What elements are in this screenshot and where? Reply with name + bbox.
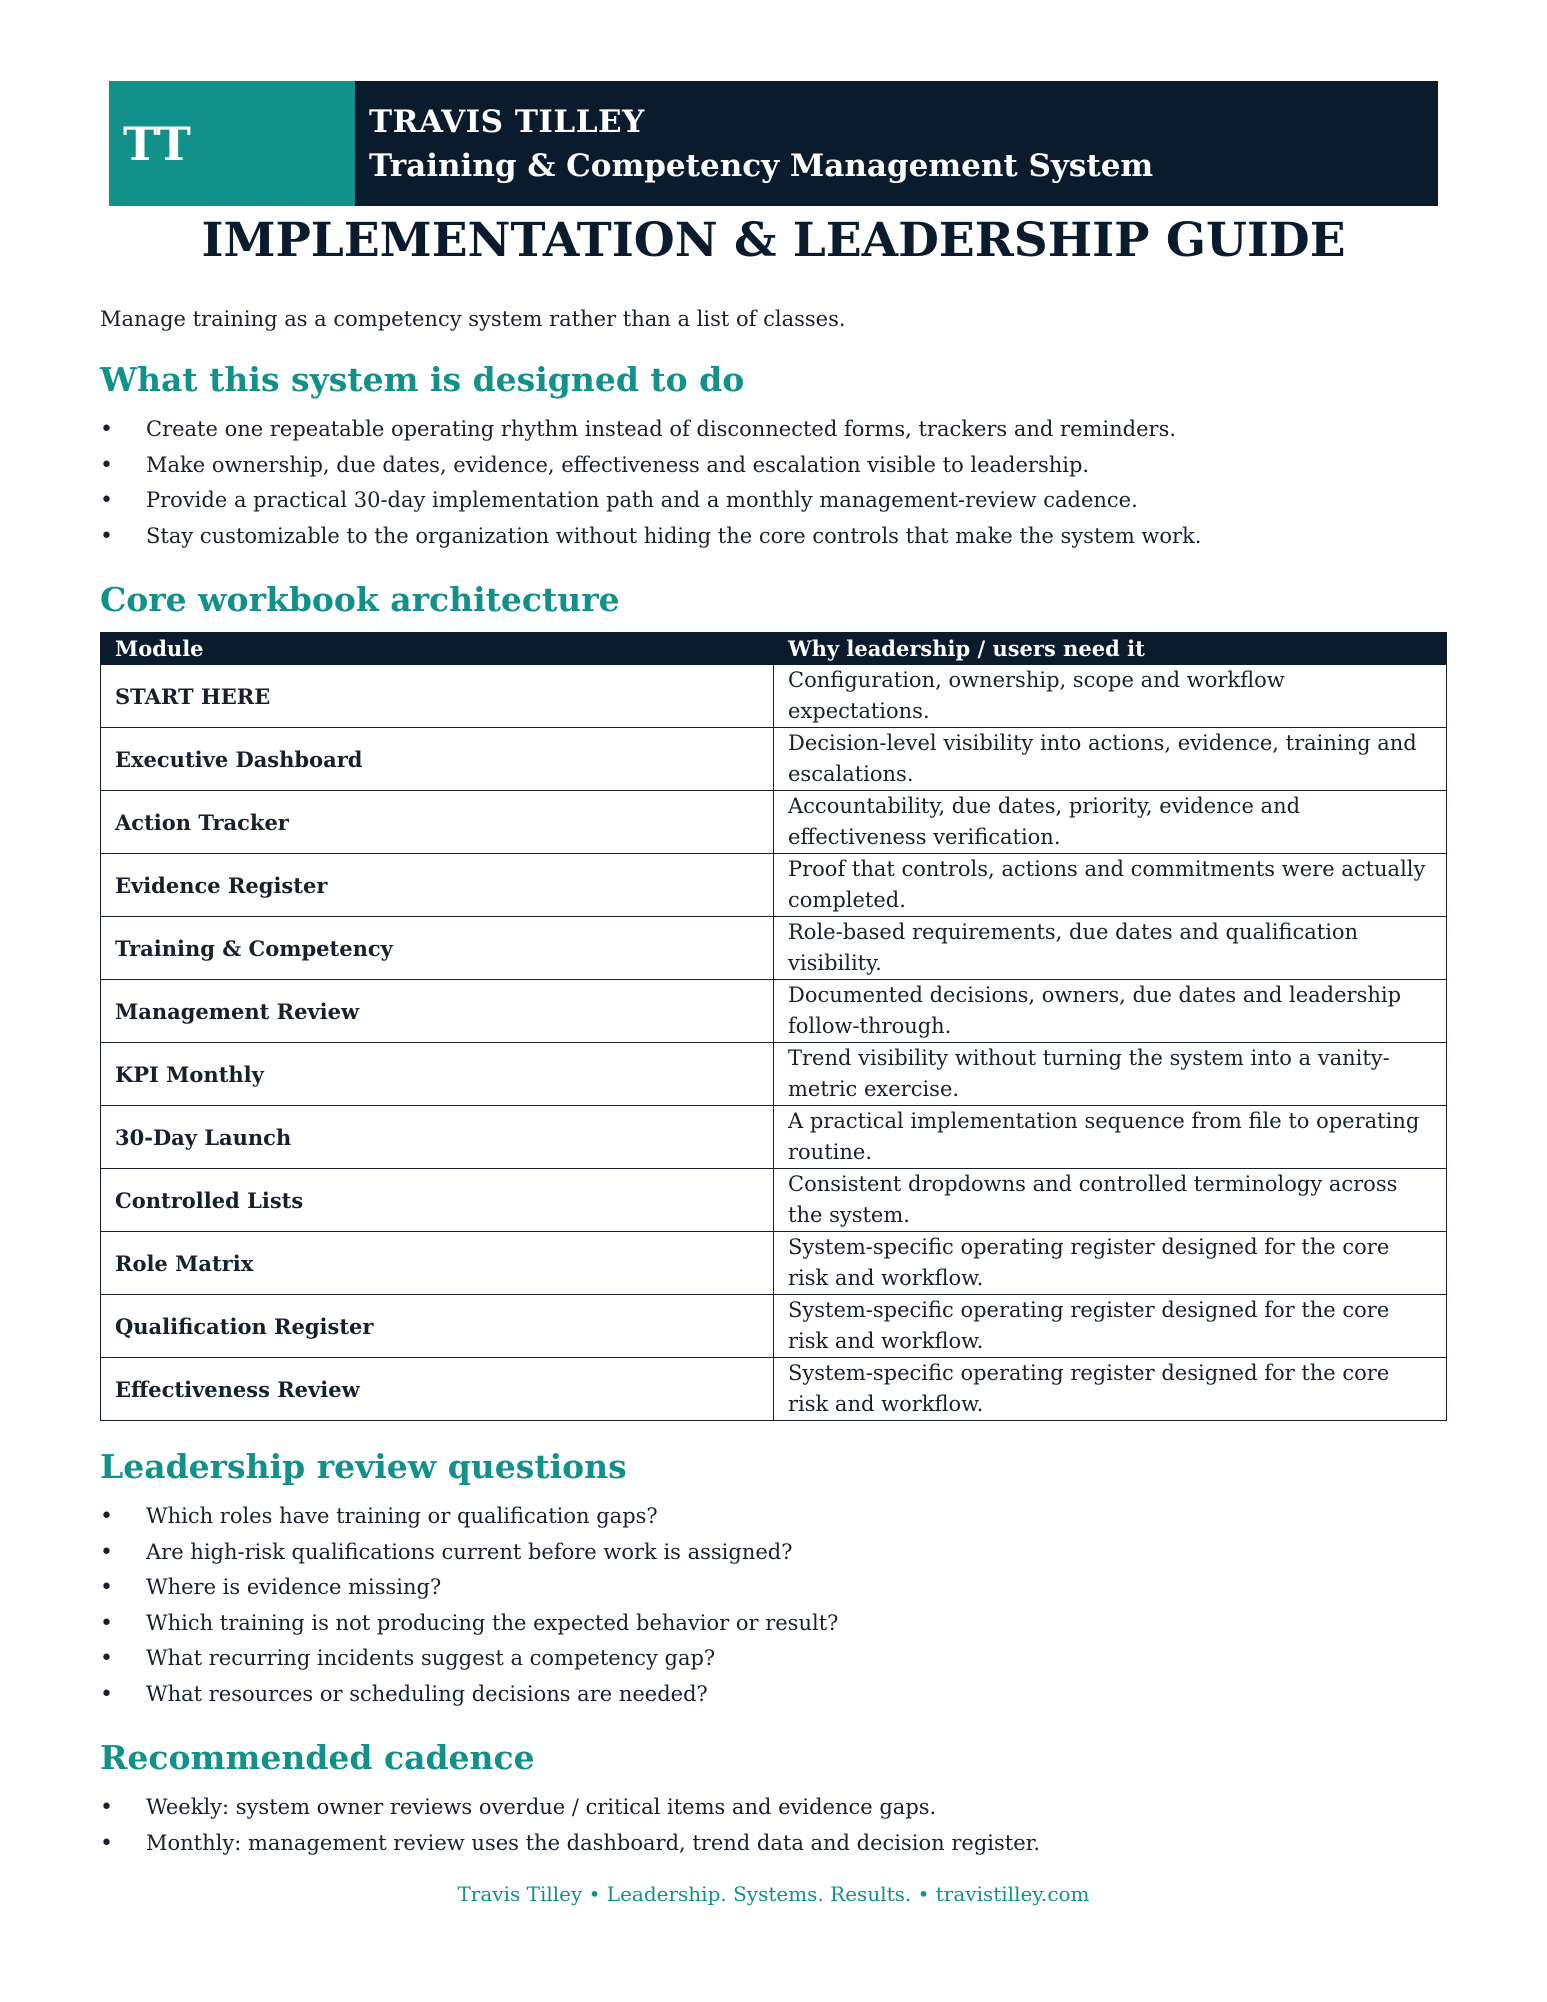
- design-list: [100, 412, 1447, 554]
- why-cell: A practical implementation sequence from file to operating routine.: [774, 1106, 1447, 1169]
- list-item: • What recurring incidents suggest a competency gap?: [100, 1641, 1447, 1677]
- questions-list: [100, 1499, 1447, 1712]
- section-heading-architecture: Core workbook architecture: [100, 580, 620, 619]
- header-title-block: [355, 81, 1438, 206]
- why-cell: System-specific operating register designed for the core risk and workflow.: [774, 1232, 1447, 1295]
- intro-text: Manage training as a competency system rather than a list of classes.: [100, 307, 846, 331]
- bullet-icon: •: [100, 452, 113, 478]
- why-cell: Proof that controls, actions and commitments were actually completed.: [774, 854, 1447, 917]
- why-cell: Accountability, due dates, priority, evidence and effectiveness verification.: [774, 791, 1447, 854]
- list-item: • Are high-risk qualifications current before work is assigned?: [100, 1535, 1447, 1571]
- cadence-list: [100, 1790, 1447, 1861]
- list-item: • Monthly: management review uses the dashboard, trend data and decision register.: [100, 1826, 1447, 1862]
- module-cell: Role Matrix: [101, 1232, 774, 1295]
- module-cell: KPI Monthly: [101, 1043, 774, 1106]
- brand-name: TRAVIS TILLEY: [369, 103, 645, 140]
- table-row: [101, 1295, 1447, 1358]
- module-cell: Qualification Register: [101, 1295, 774, 1358]
- list-item: • Which training is not producing the expected behavior or result?: [100, 1606, 1447, 1642]
- module-cell: Action Tracker: [101, 791, 774, 854]
- why-cell: Role-based requirements, due dates and qualification visibility.: [774, 917, 1447, 980]
- list-item: • Where is evidence missing?: [100, 1570, 1447, 1606]
- why-cell: Trend visibility without turning the system into a vanity-metric exercise.: [774, 1043, 1447, 1106]
- bullet-icon: •: [100, 1610, 113, 1636]
- bullet-icon: •: [100, 523, 113, 549]
- document-title: IMPLEMENTATION & LEADERSHIP GUIDE: [201, 213, 1346, 268]
- table-row: [101, 1169, 1447, 1232]
- bullet-icon: •: [100, 488, 113, 513]
- logo-initials: TT: [109, 81, 355, 206]
- column-header-why: Why leadership / users need it: [774, 633, 1447, 665]
- module-cell: 30-Day Launch: [101, 1106, 774, 1169]
- module-cell: Effectiveness Review: [101, 1358, 774, 1421]
- section-heading-questions: Leadership review questions: [100, 1447, 627, 1486]
- module-cell: Training & Competency: [101, 917, 774, 980]
- why-cell: System-specific operating register designed for the core risk and workflow.: [774, 1295, 1447, 1358]
- bullet-icon: •: [100, 1830, 113, 1856]
- table-row: [101, 854, 1447, 917]
- bullet-icon: •: [100, 417, 113, 442]
- list-item: • Weekly: system owner reviews overdue / critical items and evidence gaps.: [100, 1790, 1447, 1826]
- header-band: [109, 81, 1438, 206]
- why-cell: Configuration, ownership, scope and workflow expectations.: [774, 665, 1447, 728]
- list-item: • Which roles have training or qualification gaps?: [100, 1499, 1447, 1535]
- bullet-icon: •: [100, 1681, 113, 1707]
- page-footer: Travis Tilley • Leadership. Systems. Results. • travistilley.com: [457, 1882, 1090, 1906]
- column-header-module: Module: [101, 633, 774, 665]
- list-item: • Stay customizable to the organization without hiding the core controls that make the system work.: [100, 519, 1447, 555]
- bullet-icon: •: [100, 1575, 113, 1600]
- module-cell: START HERE: [101, 665, 774, 728]
- table-row: [101, 665, 1447, 728]
- table-row: [101, 791, 1447, 854]
- table-row: [101, 1106, 1447, 1169]
- bullet-icon: •: [100, 1795, 113, 1820]
- table-row: [101, 728, 1447, 791]
- section-heading-cadence: Recommended cadence: [100, 1738, 535, 1777]
- why-cell: Consistent dropdowns and controlled terminology across the system.: [774, 1169, 1447, 1232]
- bullet-icon: •: [100, 1504, 113, 1529]
- architecture-table: [100, 632, 1447, 1421]
- list-item: • Make ownership, due dates, evidence, effectiveness and escalation visible to leadership.: [100, 448, 1447, 484]
- module-cell: Executive Dashboard: [101, 728, 774, 791]
- table-row: [101, 1358, 1447, 1421]
- why-cell: Decision-level visibility into actions, evidence, training and escalations.: [774, 728, 1447, 791]
- table-header-row: [101, 633, 1447, 665]
- module-cell: Evidence Register: [101, 854, 774, 917]
- table-row: [101, 1232, 1447, 1295]
- why-cell: System-specific operating register designed for the core risk and workflow.: [774, 1358, 1447, 1421]
- bullet-icon: •: [100, 1539, 113, 1565]
- why-cell: Documented decisions, owners, due dates and leadership follow-through.: [774, 980, 1447, 1043]
- bullet-icon: •: [100, 1646, 113, 1671]
- system-name: Training & Competency Management System: [369, 147, 1154, 184]
- module-cell: Management Review: [101, 980, 774, 1043]
- list-item: • Provide a practical 30-day implementation path and a monthly management-review cadence.: [100, 483, 1447, 519]
- section-heading-design: What this system is designed to do: [100, 360, 745, 399]
- document-body: [100, 304, 1447, 1861]
- table-row: [101, 980, 1447, 1043]
- table-row: [101, 1043, 1447, 1106]
- module-cell: Controlled Lists: [101, 1169, 774, 1232]
- list-item: • Create one repeatable operating rhythm instead of disconnected forms, trackers and reminders.: [100, 412, 1447, 448]
- table-row: [101, 917, 1447, 980]
- list-item: • What resources or scheduling decisions are needed?: [100, 1677, 1447, 1713]
